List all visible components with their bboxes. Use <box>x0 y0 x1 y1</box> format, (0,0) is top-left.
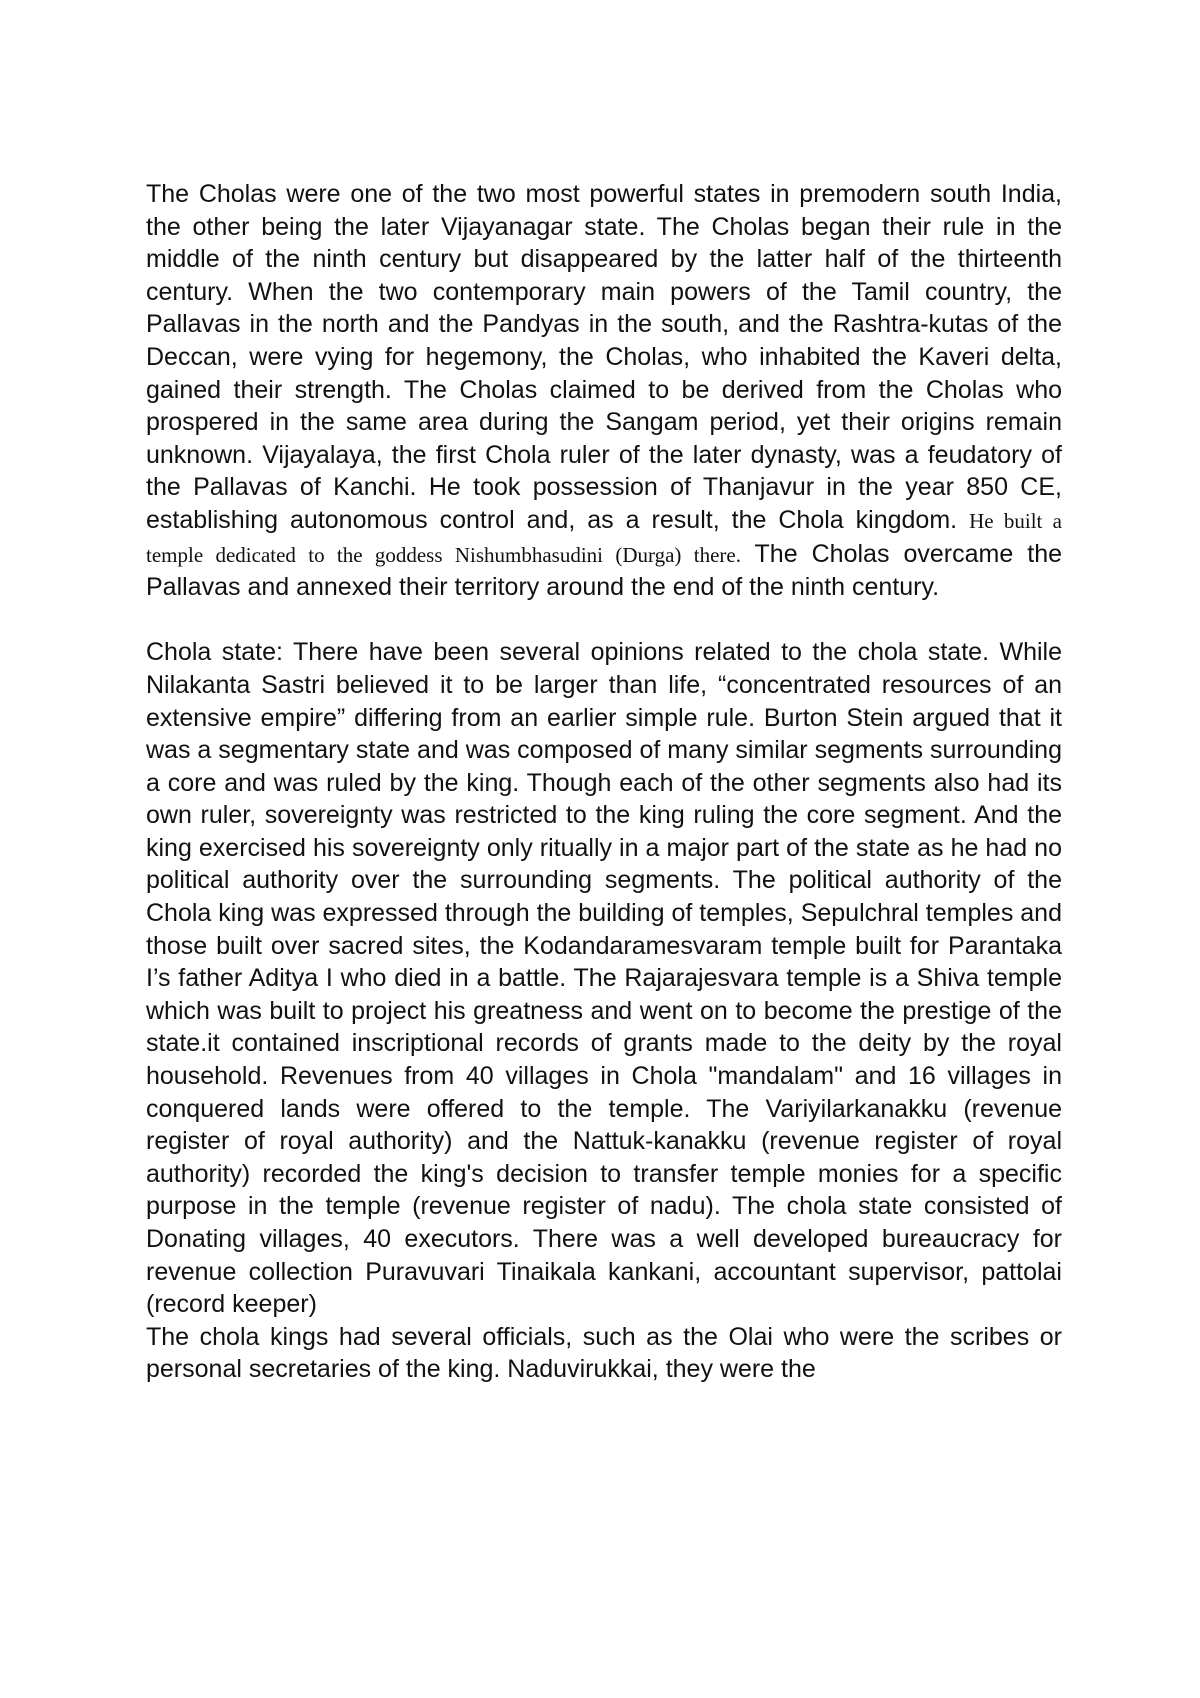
paragraph-chola-state: Chola state: There have been several opinions related to the chola state. While Nilakanta Sastri believed it to be larger than life, “concentrated resources of an extensive empire” differing from an earlier simple rule. Burton Stein argued that it was a segmentary state and was composed of many similar segments surrounding a core and was ruled by the king. Though each of the other segments also had its own ruler, sovereignty was restricted to the king ruling the core segment. And the king exercised his sovereignty only ritually in a major part of the state as he had no political authority over the surrounding segments. The political authority of the Chola king was expressed through the building of temples, Sepulchral temples and those built over sacred sites, the Kodandaramesvaram temple built for Parantaka I’s father Aditya I who died in a battle. The Rajarajesvara temple is a Shiva temple which was built to project his greatness and went on to become the prestige of the state.it contained inscriptional records of grants made to the deity by the royal household. Revenues from 40 villages in Chola "mandalam" and 16 villages in conquered lands were offered to the temple. The Variyilarkanakku (revenue register of royal authority) and the Nattuk-kanakku (revenue register of royal authority) recorded the king's decision to transfer temple monies for a specific purpose in the temple (revenue register of nadu). The chola state consisted of Donating villages, 40 executors. There was a well developed bureaucracy for revenue collection Puravuvari Tinaikala kankani, accountant supervisor, pattolai (record keeper) <box>146 638 1062 1319</box>
paragraph-1-serif-sentence: He built a temple dedicated to the goddess Nishumbhasudini (Durga) there. <box>146 508 1063 567</box>
document-page <box>146 178 1062 1386</box>
paragraph-gap <box>146 604 1062 637</box>
paragraph-chola-officials: The chola kings had several officials, such as the Olai who were the scribes or personal secretaries of the king. Naduvirukkai, they were the <box>146 1322 1062 1384</box>
paragraph-chola-origins <box>146 178 1062 604</box>
paragraph-1-text: The Cholas were one of the two most powerful states in premodern south India, the other being the later Vijayanagar state. The Cholas began their rule in the middle of the ninth century but disappeared by the latter half of the thirteenth century. When the two contemporary main powers of the Tamil country, the Pallavas in the north and the Pandyas in the south, and the Rashtra-kutas of the Deccan, were vying for hegemony, the Cholas, who inhabited the Kaveri delta, gained their strength. The Cholas claimed to be derived from the Cholas who prospered in the same area during the Sangam period, yet their origins remain unknown. Vijayalaya, the first Chola ruler of the later dynasty, was a feudatory of the Pallavas of Kanchi. He took possession of Thanjavur in the year 850 CE, establishing autonomous control and, as a result, the Chola kingdom. <box>146 180 1062 534</box>
paragraph-1-text-end: The Cholas overcame the Pallavas and annexed their territory around the end of the ninth century. <box>146 539 1062 602</box>
